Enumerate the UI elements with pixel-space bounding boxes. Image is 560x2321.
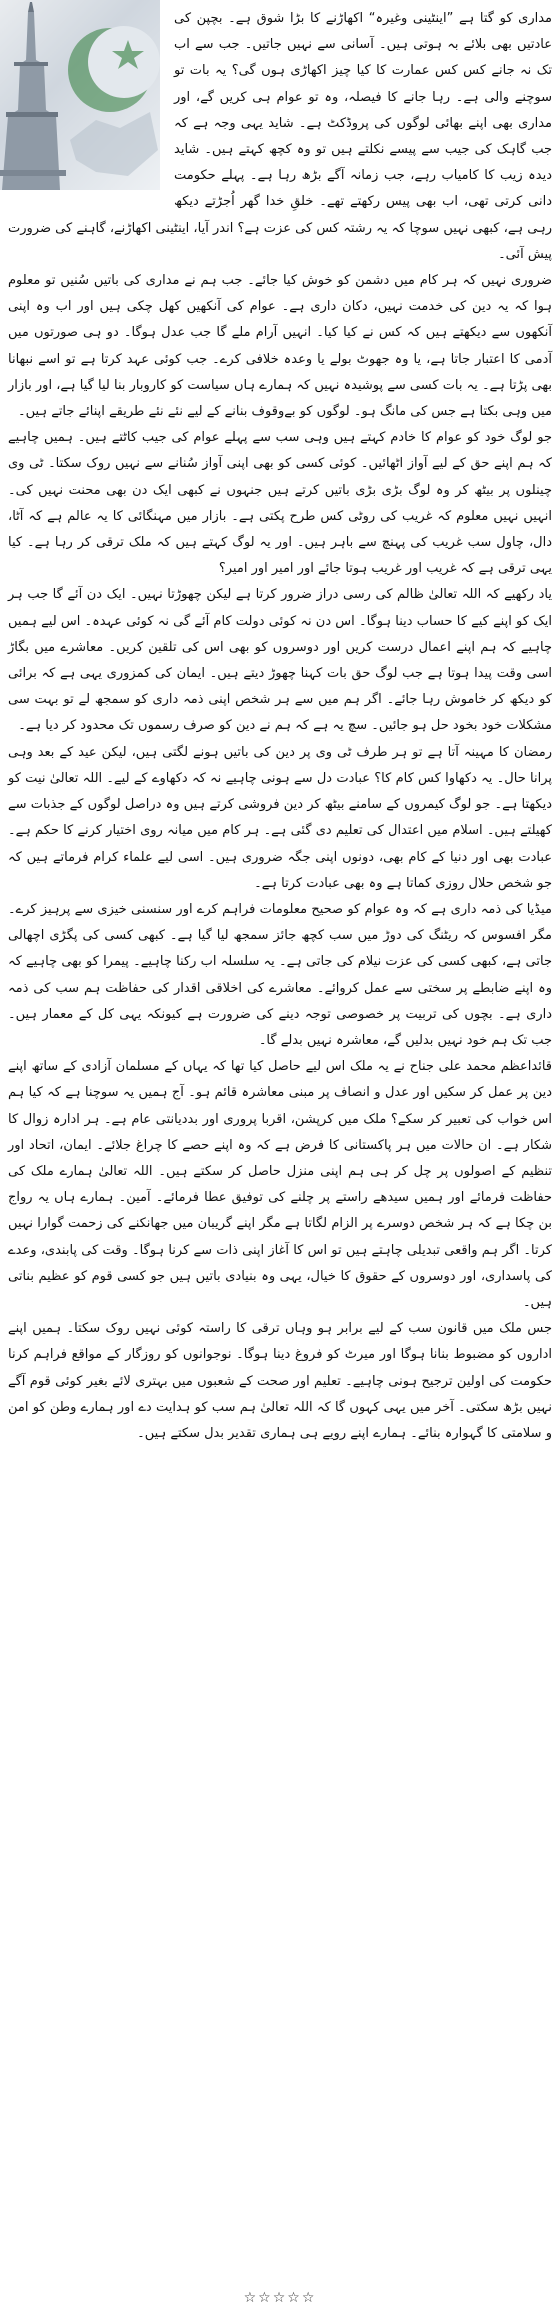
article-body (8, 6, 552, 1447)
article-paragraph: میڈیا کی ذمہ داری ہے کہ وہ عوام کو صحیح معلومات فراہم کرے اور سنسنی خیزی سے پرہیز کرے۔ مگر افسوس کہ ریٹنگ کی دوڑ میں سب کچھ جائز سمجھ لیا گیا ہے۔ کبھی کسی کی پگڑی اچھالی جاتی ہے، کبھی کسی کی عزت نیلام کی جاتی ہے۔ یہ سلسلہ اب رکنا چاہیے۔ پیمرا کو بھی چاہیے کہ وہ اپنے ضابطے پر سختی سے عمل کروائے۔ معاشرے کی اخلاقی اقدار کی حفاظت ہم سب کی ذمہ داری ہے۔ بچوں کی تربیت پر خصوصی توجہ دینے کی ضرورت ہے کیونکہ یہی کل کے معمار ہیں۔ جب تک ہم خود نہیں بدلیں گے، معاشرہ نہیں بدلے گا۔ (8, 901, 552, 1048)
article-paragraph: قائداعظم محمد علی جناح نے یہ ملک اس لیے حاصل کیا تھا کہ یہاں کے مسلمان آزادی کے ساتھ اپنے دین پر عمل کر سکیں اور عدل و انصاف پر مبنی معاشرہ قائم ہو۔ آج ہمیں یہ سوچنا ہے کہ کیا ہم اس خواب کی تعبیر کر سکے؟ ملک میں کرپشن، اقربا پروری اور بددیانتی عام ہے۔ ہر ادارہ زوال کا شکار ہے۔ ان حالات میں ہر پاکستانی کا فرض ہے کہ وہ اپنے حصے کا چراغ جلائے۔ ایمان، اتحاد اور تنظیم کے اصولوں پر چل کر ہی ہم اپنی منزل حاصل کر سکتے ہیں۔ اللہ تعالیٰ ہمارے ملک کی حفاظت فرمائے اور ہمیں سیدھے راستے پر چلنے کی توفیق عطا فرمائے۔ آمین۔ ہمارے ہاں یہ رواج بن چکا ہے کہ ہر شخص دوسرے پر الزام لگاتا ہے مگر اپنے گریبان میں جھانکنے کی زحمت گوارا نہیں کرتا۔ اگر ہم واقعی تبدیلی چاہتے ہیں تو اس کا آغاز اپنی ذات سے کرنا ہوگا۔ وقت کی پابندی، وعدے کی پاسداری، اور دوسروں کے حقوق کا خیال، یہی وہ بنیادی باتیں ہیں جو کسی قوم کو عظیم بناتی ہیں۔ (8, 1059, 552, 1310)
header-graphic-space (8, 6, 174, 192)
article-paragraph: جو لوگ خود کو عوام کا خادم کہتے ہیں وہی سب سے پہلے عوام کی جیب کاٹتے ہیں۔ ہمیں چاہیے کہ ہم اپنے حق کے لیے آواز اٹھائیں۔ کوئی کسی کو بھی اپنی آواز سُنانے سے نہیں روک سکتا۔ ٹی وی چینلوں پر بیٹھ کر وہ لوگ بڑی بڑی باتیں کرتے ہیں جنہوں نے کبھی ایک دن بھی محنت نہیں کی۔ انہیں نہیں معلوم کہ غریب کی روٹی کس طرح پکتی ہے۔ بازار میں مہنگائی کا یہ عالم ہے کہ آٹا، دال، چاول سب غریب کی پہنچ سے باہر ہیں۔ اور یہ لوگ کہتے ہیں کہ ملک ترقی کر رہا ہے۔ کیا یہی ترقی ہے کہ غریب اور غریب ہوتا جائے اور امیر اور امیر؟ (8, 430, 552, 577)
article-paragraph: یاد رکھیے کہ اللہ تعالیٰ ظالم کی رسی دراز ضرور کرتا ہے لیکن چھوڑتا نہیں۔ ایک دن آئے گا جب ہر ایک کو اپنے کیے کا حساب دینا ہوگا۔ اس دن نہ کوئی دولت کام آئے گی نہ کوئی عہدہ۔ اس لیے ہمیں چاہیے کہ ہم اپنے اعمال درست کریں اور دوسروں کو بھی اس کی تلقین کریں۔ معاشرے میں بگاڑ اسی وقت پیدا ہوتا ہے جب لوگ حق بات کہنا چھوڑ دیتے ہیں۔ ایمان کی کمزوری یہی ہے کہ برائی کو دیکھ کر خاموش رہا جائے۔ اگر ہم میں سے ہر شخص اپنی ذمہ داری کو سمجھ لے تو بہت سی مشکلات خود بخود حل ہو جائیں۔ سچ یہ ہے کہ ہم نے دین کو صرف رسموں تک محدود کر دیا ہے۔ (8, 587, 552, 734)
article-paragraph: جس ملک میں قانون سب کے لیے برابر ہو وہاں ترقی کا راستہ کوئی نہیں روک سکتا۔ ہمیں اپنے اداروں کو مضبوط بنانا ہوگا اور میرٹ کو فروغ دینا ہوگا۔ نوجوانوں کو روزگار کے مواقع فراہم کرنا حکومت کی اولین ترجیح ہونی چاہیے۔ تعلیم اور صحت کے شعبوں میں بہتری لائے بغیر کوئی قوم آگے نہیں بڑھ سکتی۔ آخر میں یہی کہوں گا کہ اللہ تعالیٰ ہم سب کو ہدایت دے اور ہمارے وطن کو امن و سلامتی کا گہوارہ بنائے۔ ہمارے اپنے رویے ہی ہماری تقدیر بدل سکتے ہیں۔ (8, 1321, 552, 1441)
article-paragraph: ضروری نہیں کہ ہر کام میں دشمن کو خوش کیا جائے۔ جب ہم نے مداری کی باتیں سُنیں تو معلوم ہوا کہ یہ دین کی خدمت نہیں، دکان داری ہے۔ عوام کی آنکھیں کھل چکی ہیں اور اب وہ اپنی آنکھوں سے دیکھتے ہیں کہ کس نے کیا کیا۔ انہیں آرام ملے گا جب عدل ہوگا۔ دو ہی صورتوں میں آدمی کا اعتبار جاتا ہے، یا وہ جھوٹ بولے یا وعدہ خلافی کرے۔ جب کوئی عہد کرتا ہے تو اسے نبھانا بھی پڑتا ہے۔ یہ بات کسی سے پوشیدہ نہیں کہ ہمارے ہاں سیاست کو کاروبار بنا لیا گیا ہے، اور بازار میں وہی بکتا ہے جس کی مانگ ہو۔ لوگوں کو بےوقوف بنانے کے لیے نئے نئے طریقے اپنائے جاتے ہیں۔ (8, 273, 552, 420)
article-paragraph: رمضان کا مہینہ آتا ہے تو ہر طرف ٹی وی پر دین کی باتیں ہونے لگتی ہیں، لیکن عید کے بعد وہی پرانا حال۔ یہ دکھاوا کس کام کا؟ عبادت دل سے ہونی چاہیے نہ کہ دکھاوے کے لیے۔ اللہ تعالیٰ نیت کو دیکھتا ہے۔ جو لوگ کیمروں کے سامنے بیٹھ کر دین فروشی کرتے ہیں وہ دراصل لوگوں کے جذبات سے کھیلتے ہیں۔ اسلام میں اعتدال کی تعلیم دی گئی ہے۔ ہر کام میں میانہ روی اختیار کرنے کا حکم ہے۔ عبادت بھی اور دنیا کے کام بھی، دونوں اپنی جگہ ضروری ہیں۔ اسی لیے علماء کرام فرماتے ہیں کہ جو شخص حلال روزی کماتا ہے وہ بھی عبادت کرتا ہے۔ (8, 744, 552, 891)
article-end-mark: ☆☆☆☆☆ (243, 2290, 317, 2306)
article-paragraph: مداری کو گتا ہے ”اینٹینی وغیرہ“ اکھاڑنے کا بڑا شوق ہے۔ بچپن کی عادتیں بھی بلائے بہ ہوتی ہیں۔ آسانی سے نہیں جاتیں۔ جب سے اب تک نہ جانے کس کس عمارت کا کیا چیز اکھاڑی ہوں گی؟ یہ بات تو سوچنے والی ہے۔ رہا جانے کا فیصلہ، وہ تو عوام ہی کریں گے، اور مداری بھی اپنے بھائی لوگوں کی پروڈکٹ ہے۔ شاید یہی وجہ ہے کہ جب گاہک کی جیب سے پیسے نکلتے ہیں تو وہ کچھ کہتے ہیں۔ شاید دیدہ زیب کا کامیاب رہے، جب زمانہ آگے بڑھ رہا ہے۔ پہلے حکومت دانی کرتی تھی، اب بھی پیس رکھتے تھے۔ خلقِ خدا گھر اُجڑتے دیکھ رہی ہے، کبھی نہیں سوچا کہ یہ رشتہ کس کی عزت ہے؟ اندر آیا، اینٹینی اکھاڑنے، گاہنے کی ضرورت پیش آئی۔ (8, 11, 552, 262)
